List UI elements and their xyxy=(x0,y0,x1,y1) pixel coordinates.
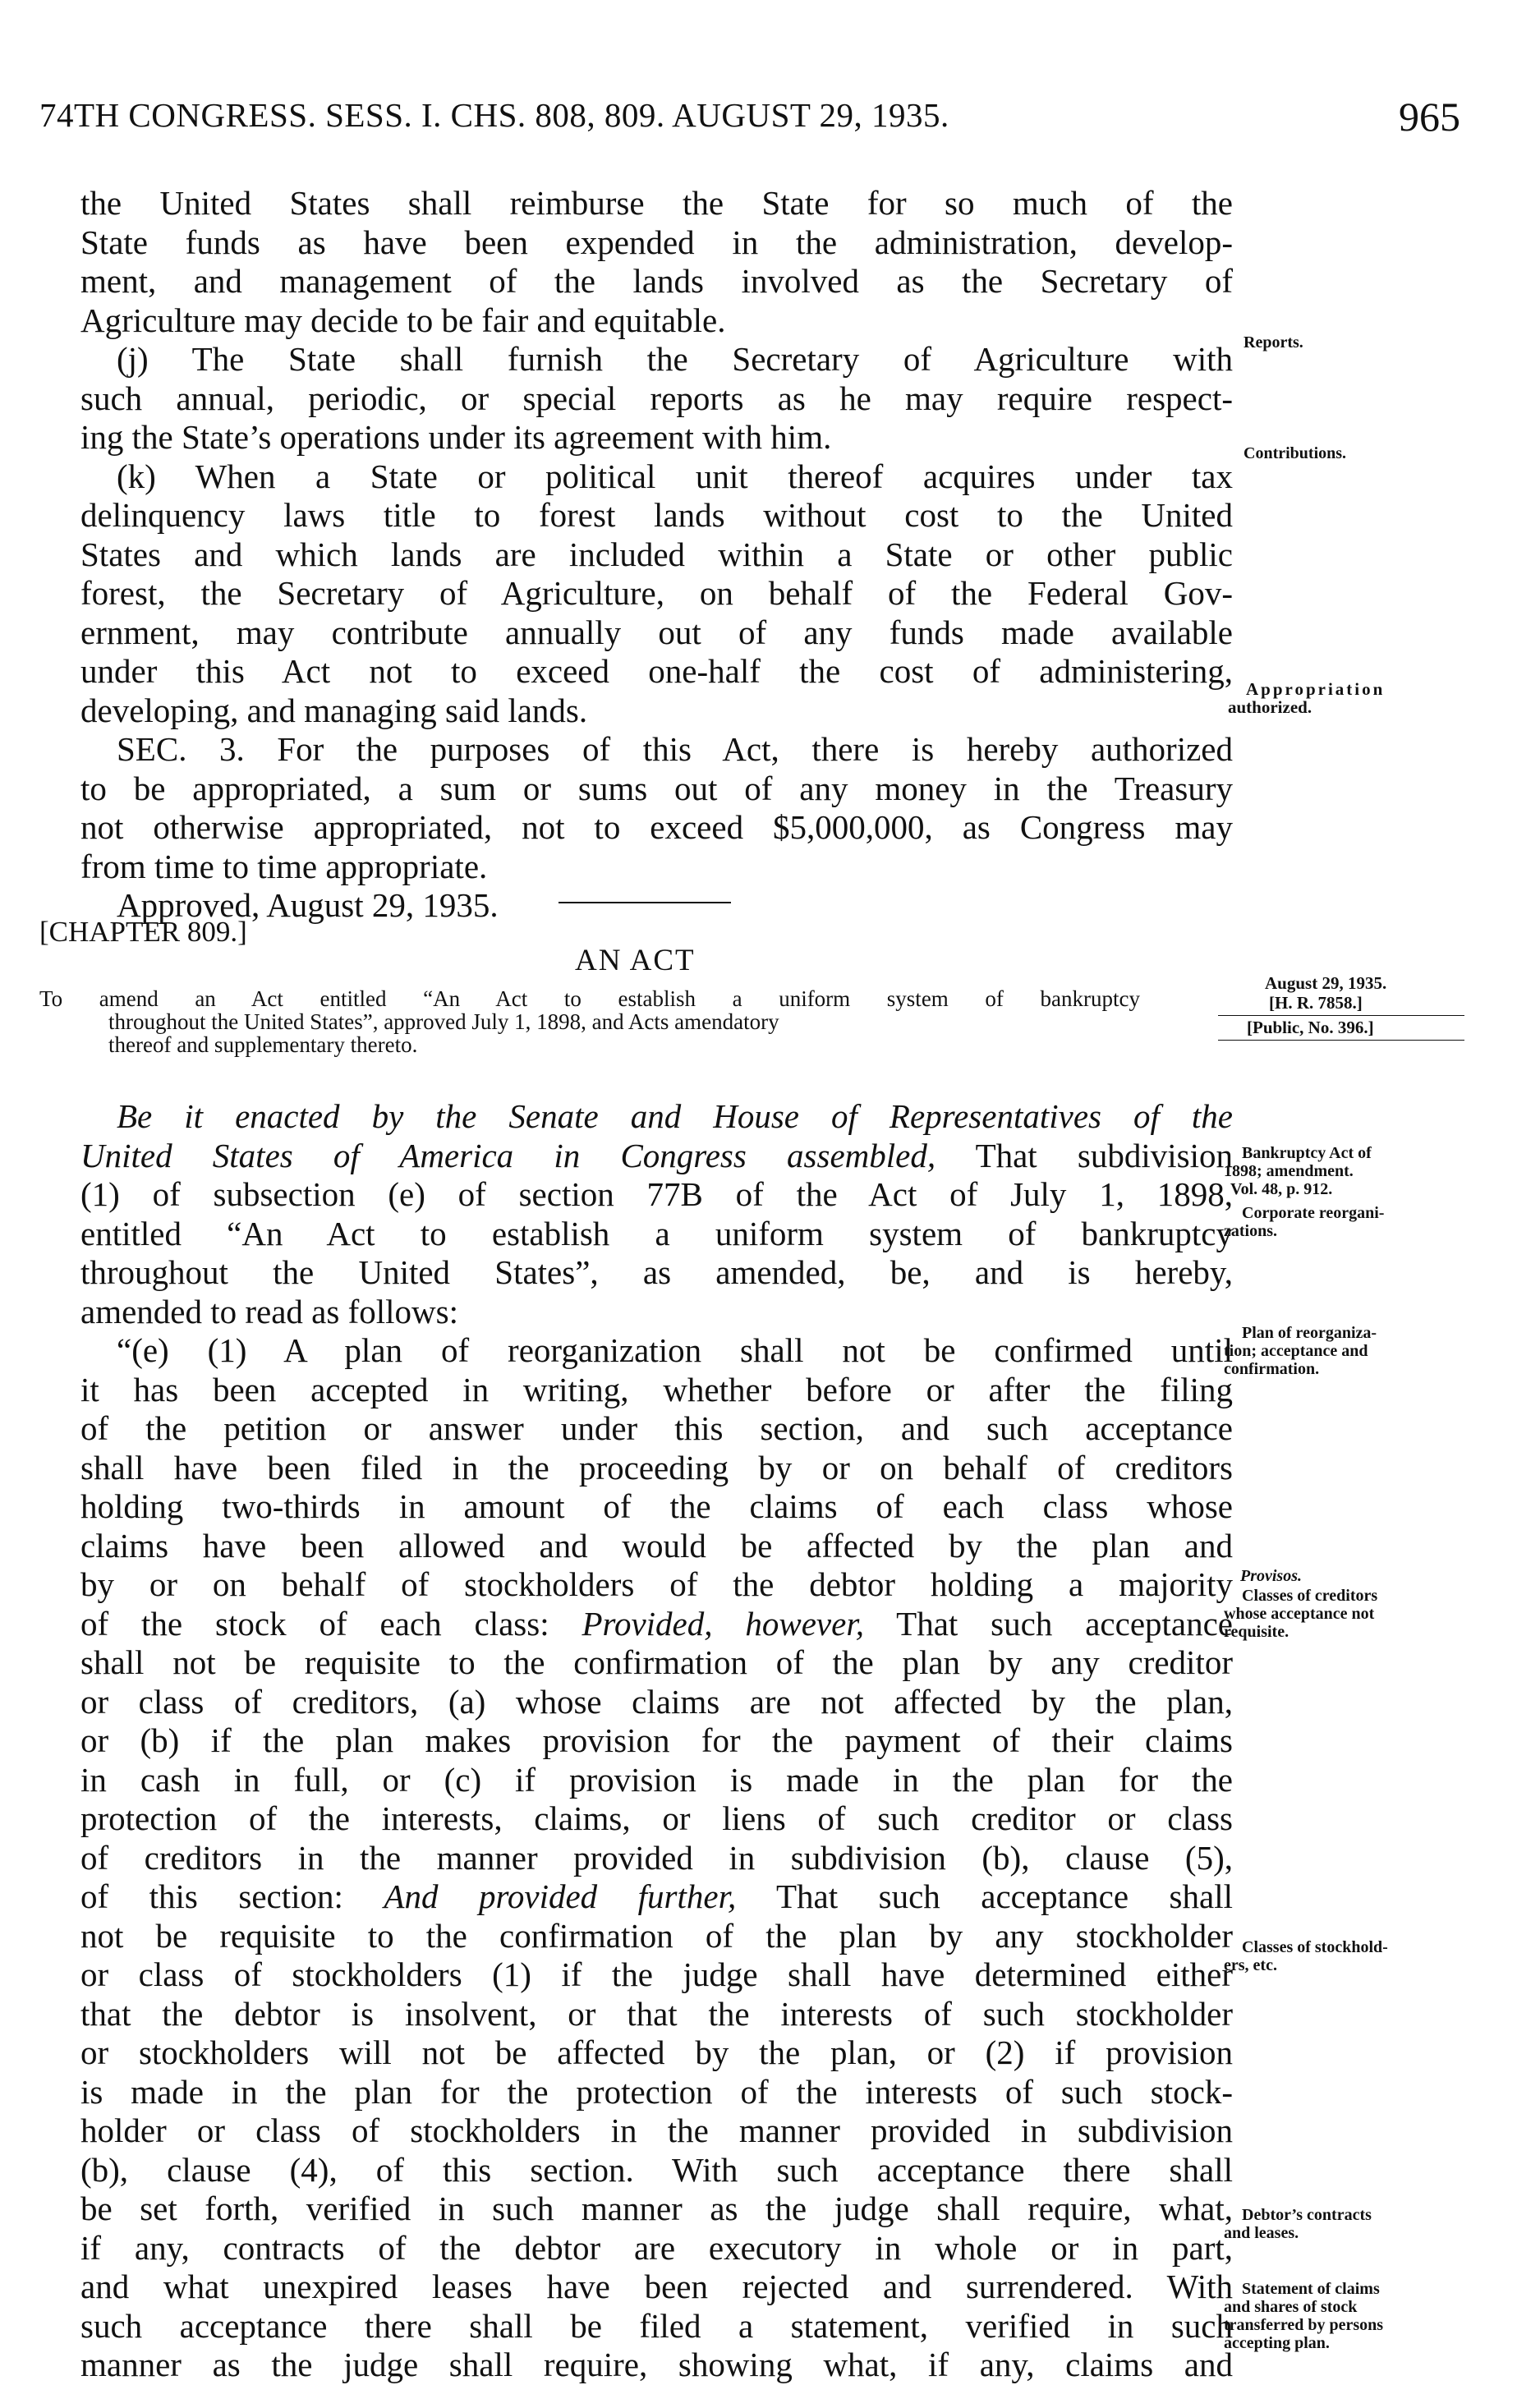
act-title-line: thereof and supplementary thereto. xyxy=(108,1032,418,1057)
public-law-number: [Public, No. 396.] xyxy=(1247,1018,1374,1037)
act-heading: AN ACT xyxy=(575,944,696,977)
text-line: in cash in full, or (c) if provision is made in the plan for the xyxy=(80,1760,1233,1799)
text-line: “(e) (1) A plan of reorganization shall not be confirmed until xyxy=(117,1331,1233,1369)
note-line: Vol. 48, p. 912. xyxy=(1230,1180,1333,1198)
text-line: under this Act not to exceed one-half the cost of administering, xyxy=(80,652,1233,690)
margin-rule xyxy=(1218,1015,1464,1016)
text-line: is made in the plan for the protection of the interests of such stock- xyxy=(80,2072,1233,2111)
text-line: be set forth, verified in such manner as the judge shall require, what, xyxy=(80,2190,1233,2227)
note-line: Bankruptcy Act of xyxy=(1242,1144,1372,1162)
margin-note-classes-stock xyxy=(1224,1938,1388,1974)
running-head: 74TH CONGRESS. SESS. I. CHS. 808, 809. AUGUST 29, 1935. xyxy=(39,96,949,134)
text-line: or class of stockholders (1) if the judge shall have determined either xyxy=(80,1955,1233,1993)
text-line: or (b) if the plan makes provision for the payment of their claims xyxy=(80,1721,1233,1759)
text-line: such acceptance there shall be filed a statement, verified in such xyxy=(80,2306,1233,2345)
note-line: authorized. xyxy=(1228,697,1312,717)
note-line: Corporate reorgani- xyxy=(1242,1204,1385,1222)
enacting-italic: United States of America in Congress assembled, xyxy=(80,1136,936,1174)
paragraph-i-end xyxy=(80,184,1233,301)
text-line: amended to read as follows: xyxy=(80,1292,458,1330)
proviso-line: of the stock of each class: Provided, however, That such acceptance xyxy=(80,1604,1233,1643)
enacting-rest: That subdivision xyxy=(935,1136,1233,1174)
note-line: accepting plan. xyxy=(1224,2334,1330,2352)
margin-note-plan xyxy=(1224,1324,1377,1378)
note-line: Appropriation xyxy=(1246,679,1386,699)
text-line: shall not be requisite to the confirmation of the plan by any creditor xyxy=(80,1643,1233,1681)
text-line: (1) of subsection (e) of section 77B of the Act of July 1, 1898, xyxy=(80,1175,1233,1213)
margin-note-bankruptcy xyxy=(1224,1144,1372,1198)
text-line: forest, the Secretary of Agriculture, on behalf of the Federal Gov- xyxy=(80,574,1233,612)
text-line: delinquency laws title to forest lands without cost to the United xyxy=(80,496,1233,534)
text-line: of creditors in the manner provided in subdivision (b), clause (5), xyxy=(80,1838,1233,1877)
chapter-label: [CHAPTER 809.] xyxy=(39,916,247,948)
text-line: (k) When a State or political unit thereof acquires under tax xyxy=(117,457,1233,495)
text-line: ment, and management of the lands involved as the Secretary of xyxy=(80,262,1233,300)
text-line: protection of the interests, claims, or liens of such creditor or class xyxy=(80,1799,1233,1837)
text-line: shall have been filed in the proceeding by or on behalf of creditors xyxy=(80,1448,1233,1487)
text-line: Agriculture may decide to be fair and equitable. xyxy=(80,301,726,339)
text-line: the United States shall reimburse the State for so much of the xyxy=(80,184,1233,222)
note-line: 1898; amendment. xyxy=(1224,1162,1354,1180)
margin-note-provisos: Provisos. xyxy=(1240,1567,1302,1585)
text-line: State funds as have been expended in the administration, develop- xyxy=(80,223,1233,261)
text-line: holder or class of stockholders in the manner provided in subdivision xyxy=(80,2112,1233,2149)
text-line: and what unexpired leases have been rejected and surrendered. With xyxy=(80,2268,1233,2305)
note-line: Debtor’s contracts xyxy=(1242,2206,1372,2224)
note-line: and leases. xyxy=(1224,2224,1299,2242)
act-title xyxy=(39,987,1140,1056)
note-line: Plan of reorganiza- xyxy=(1242,1324,1377,1342)
note-line: requisite. xyxy=(1224,1623,1289,1641)
subsection-e xyxy=(80,1331,1233,2385)
text-line: ernment, may contribute annually out of any funds made available xyxy=(80,613,1233,651)
margin-note-corporate xyxy=(1224,1204,1384,1240)
text-line: manner as the judge shall require, showing what, if any, claims and xyxy=(80,2346,1233,2383)
section-3-first-line: SEC. 3. For the purposes of this Act, there is hereby authorized xyxy=(117,730,1233,768)
text-line: developing, and managing said lands. xyxy=(80,691,588,729)
text-line: (j) The State shall furnish the Secretary of Agriculture with xyxy=(117,340,1233,378)
act-title-line: To amend an Act entitled “An Act to establish a uniform system of bankruptcy xyxy=(39,986,1140,1011)
enacting-clause xyxy=(80,1097,1233,1293)
body-section-1 xyxy=(80,184,1233,926)
text-line: entitled “An Act to establish a uniform system of bankruptcy xyxy=(80,1214,1233,1252)
margin-note-contributions: Contributions. xyxy=(1243,444,1347,462)
note-line: confirmation. xyxy=(1224,1360,1320,1378)
note-line: whose acceptance not xyxy=(1224,1605,1375,1623)
text-line: to be appropriated, a sum or sums out of any money in the Treasury xyxy=(80,769,1233,807)
note-line: zations. xyxy=(1224,1222,1277,1240)
separator-rule xyxy=(559,902,731,903)
note-line: ers, etc. xyxy=(1224,1956,1277,1974)
act-title-line: throughout the United States”, approved July 1, 1898, and Acts amendatory xyxy=(108,1009,779,1034)
margin-note-classes-creditors xyxy=(1224,1587,1377,1641)
text-line: holding two-thirds in amount of the claims of each class whose xyxy=(80,1487,1233,1525)
text-line: claims have been allowed and would be affected by the plan and xyxy=(80,1526,1233,1565)
text-line: it has been accepted in writing, whether before or after the filing xyxy=(80,1370,1233,1408)
note-line: tion; acceptance and xyxy=(1224,1342,1368,1360)
margin-rule xyxy=(1218,1040,1464,1041)
text-line: such annual, periodic, or special reports as he may require respect- xyxy=(80,379,1233,417)
note-line: transferred by persons xyxy=(1224,2316,1384,2334)
text-line: or class of creditors, (a) whose claims are not affected by the plan, xyxy=(80,1682,1233,1721)
note-line: Classes of stockhold- xyxy=(1242,1938,1388,1956)
margin-note-reports: Reports. xyxy=(1243,333,1303,352)
text-line: from time to time appropriate. xyxy=(80,847,488,885)
paragraph-j xyxy=(80,340,1233,418)
text-line: not be requisite to the confirmation of the plan by any stockholder xyxy=(80,1916,1233,1955)
body-section-2 xyxy=(80,1097,1233,2385)
page-number: 965 xyxy=(1399,94,1460,140)
bill-number: [H. R. 7858.] xyxy=(1269,993,1363,1013)
enacting-line: Be it enacted by the Senate and House of Representatives of the xyxy=(117,1097,1233,1135)
further-proviso-line: of this section: And provided further, That such acceptance shall xyxy=(80,1877,1233,1915)
paragraph-k xyxy=(80,457,1233,692)
act-date: August 29, 1935. xyxy=(1265,973,1387,993)
margin-note-debtors xyxy=(1224,2206,1372,2242)
note-line: Statement of claims xyxy=(1242,2280,1380,2298)
text-line: States and which lands are included within a State or other public xyxy=(80,535,1233,573)
note-line: Classes of creditors xyxy=(1242,1587,1378,1605)
text-line: of the petition or answer under this section, and such acceptance xyxy=(80,1409,1233,1447)
approved-line: Approved, August 29, 1935. xyxy=(117,886,499,924)
text-line: throughout the United States”, as amended, be, and is hereby, xyxy=(80,1253,1233,1291)
text-line: not otherwise appropriated, not to exceed $5,000,000, as Congress may xyxy=(80,808,1233,846)
text-line: ing the State’s operations under its agreement with him. xyxy=(80,418,832,456)
margin-note-appropriation xyxy=(1228,680,1385,716)
margin-note-statement xyxy=(1224,2280,1383,2352)
text-line: if any, contracts of the debtor are executory in whole or in part, xyxy=(80,2228,1233,2267)
text-line: or stockholders will not be affected by the plan, or (2) if provision xyxy=(80,2033,1233,2071)
text-line: by or on behalf of stockholders of the debtor holding a majority xyxy=(80,1565,1233,1603)
text-line: (b), clause (4), of this section. With such acceptance there shall xyxy=(80,2150,1233,2189)
text-line: that the debtor is insolvent, or that the interests of such stockholder xyxy=(80,1994,1233,2033)
note-line: and shares of stock xyxy=(1224,2298,1358,2316)
section-3 xyxy=(80,730,1233,848)
